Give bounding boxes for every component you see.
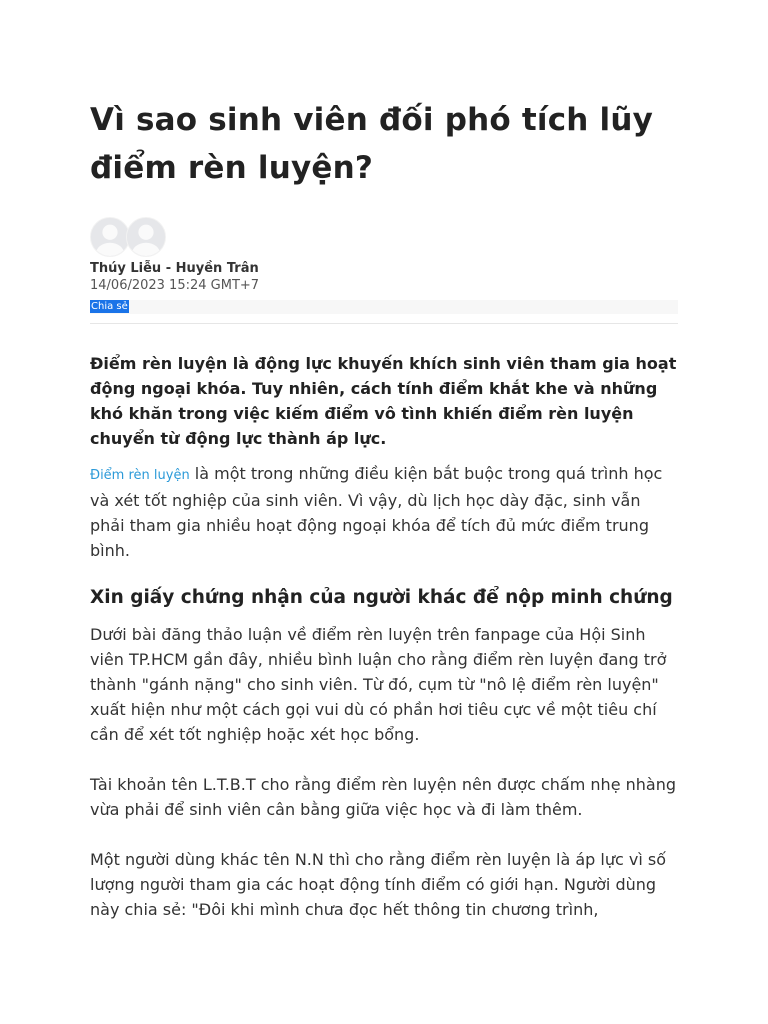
- author-names[interactable]: Thúy Liễu - Huyền Trân: [90, 261, 259, 276]
- author-avatar-1[interactable]: [90, 217, 130, 257]
- avatar-placeholder-icon: [91, 218, 129, 256]
- author-avatars: [90, 217, 170, 257]
- section-heading: Xin giấy chứng nhận của người khác để nộp minh chứng: [90, 587, 673, 608]
- intro-link[interactable]: Điểm rèn luyện: [90, 468, 190, 483]
- intro-text: là một trong những điều kiện bắt buộc trong quá trình học và xét tốt nghiệp của sinh viên. Vì vậy, dù lịch học dày đặc, sinh vẫn phải tham gia nhiều hoạt động ngoại khóa để tích đủ mức điểm trung bình.: [90, 464, 663, 560]
- article-title: Vì sao sinh viên đối phó tích lũy điểm rèn luyện?: [90, 102, 654, 186]
- article-content: [90, 96, 678, 922]
- intro-paragraph: [90, 461, 678, 563]
- share-bar: [90, 300, 678, 314]
- author-avatar-2[interactable]: [126, 217, 166, 257]
- body-paragraph-1: Dưới bài đăng thảo luận về điểm rèn luyện trên fanpage của Hội Sinh viên TP.HCM gần đây, nhiều bình luận cho rằng điểm rèn luyện đang trở thành "gánh nặng" cho sinh viên. Từ đó, cụm từ "nô lệ điểm rèn luyện" xuất hiện như một cách gọi vui dù có phần hơi tiêu cực về một tiêu chí cần để xét tốt nghiệp hoặc xét học bổng.: [90, 625, 667, 744]
- publish-date: 14/06/2023 15:24 GMT+7: [90, 278, 260, 293]
- header-divider: [90, 323, 678, 324]
- article-lead: Điểm rèn luyện là động lực khuyến khích sinh viên tham gia hoạt động ngoại khóa. Tuy nhiên, cách tính điểm khắt khe và những khó khăn trong việc kiếm điểm vô tình khiến điểm rèn luyện chuyển từ động lực thành áp lực.: [90, 354, 677, 448]
- avatar-placeholder-icon: [127, 218, 165, 256]
- body-paragraph-3: Một người dùng khác tên N.N thì cho rằng điểm rèn luyện là áp lực vì số lượng người tham gia các hoạt động tính điểm có giới hạn. Người dùng này chia sẻ: "Đôi khi mình chưa đọc hết thông tin chương trình,: [90, 850, 666, 919]
- body-paragraph-2: Tài khoản tên L.T.B.T cho rằng điểm rèn luyện nên được chấm nhẹ nhàng vừa phải để sinh viên cân bằng giữa việc học và đi làm thêm.: [90, 775, 676, 819]
- share-button[interactable]: Chia sẻ: [91, 301, 128, 312]
